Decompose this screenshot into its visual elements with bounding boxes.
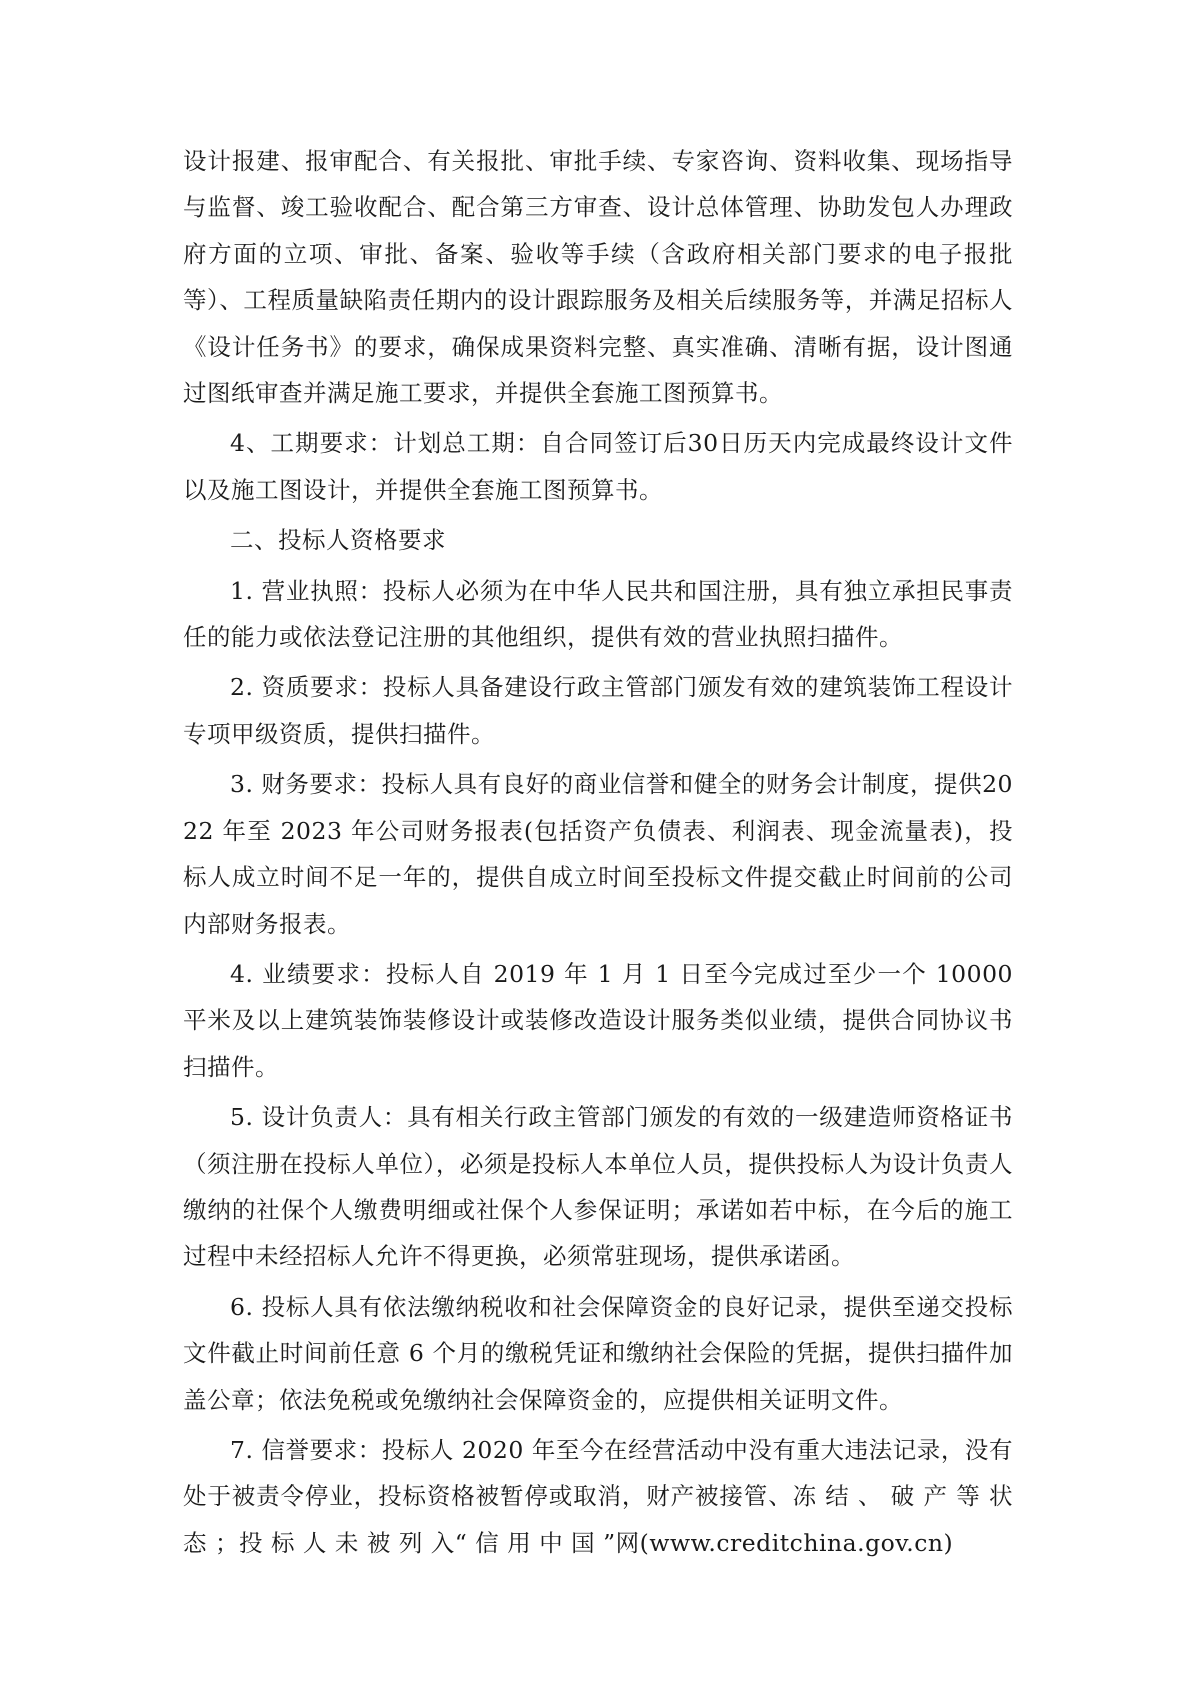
paragraph-design-lead: 5. 设计负责人：具有相关行政主管部门颁发的有效的一级建造师资格证书（须注册在投标人单位），必须是投标人本单位人员，提供投标人为设计负责人缴纳的社保个人缴费明细或社保个人参保证明；承诺如若中标，在今后的施工过程中未经招标人允许不得更换，必须常驻现场，提供承诺函。 (183, 1103, 1013, 1271)
section-heading-bidder-qualification: 二、投标人资格要求 (230, 526, 446, 555)
paragraph-schedule-requirement: 4、工期要求：计划总工期：自合同签订后30日历天内完成最终设计文件以及施工图设计，并提供全套施工图预算书。 (183, 429, 1013, 504)
paragraph-performance-requirement: 4. 业绩要求：投标人自 2019 年 1 月 1 日至今完成过至少一个 10000 平米及以上建筑装饰装修设计或装修改造设计服务类似业绩，提供合同协议书扫描件。 (183, 959, 1013, 1081)
paragraph-business-license: 1. 营业执照：投标人必须为在中华人民共和国注册，具有独立承担民事责任的能力或依法登记注册的其他组织，提供有效的营业执照扫描件。 (183, 576, 1013, 652)
paragraph-credit-requirement: 7. 信誉要求：投标人 2020 年至今在经营活动中没有重大违法记录，没有处于被责令停业，投标资格被暂停或取消，财产被接管、冻 结 、 破 产 等 状 态 ；投 标 人 未 被 列 入“ 信 用 中 国 ”网(www.creditchina.gov.cn) (183, 1435, 1013, 1557)
paragraph-design-scope: 设计报建、报审配合、有关报批、审批手续、专家咨询、资料收集、现场指导与监督、竣工验收配合、配合第三方审查、设计总体管理、协助发包人办理政府方面的立项、审批、备案、验收等手续（含政府相关部门要求的电子报批等）、工程质量缺陷责任期内的设计跟踪服务及相关后续服务等，并满足招标人《设计任务书》的要求，确保成果资料完整、真实准确、清晰有据，设计图通过图纸审查并满足施工要求，并提供全套施工图预算书。 (183, 147, 1013, 408)
paragraph-financial-requirement: 3. 财务要求：投标人具有良好的商业信誉和健全的财务会计制度，提供2022 年至 2023 年公司财务报表(包括资产负债表、利润表、现金流量表)，投标人成立时间不足一年的，提供自成立时间至投标文件提交截止时间前的公司内部财务报表。 (183, 770, 1013, 938)
paragraph-qualification-requirement: 2. 资质要求：投标人具备建设行政主管部门颁发有效的建筑装饰工程设计专项甲级资质，提供扫描件。 (183, 673, 1013, 748)
paragraph-tax-social-security: 6. 投标人具有依法缴纳税收和社会保障资金的良好记录，提供至递交投标文件截止时间前任意 6 个月的缴税凭证和缴纳社会保险的凭据，提供扫描件加盖公章；依法免税或免缴纳社会保障资金的，应提供相关证明文件。 (183, 1292, 1013, 1414)
document-page (183, 138, 1013, 1570)
